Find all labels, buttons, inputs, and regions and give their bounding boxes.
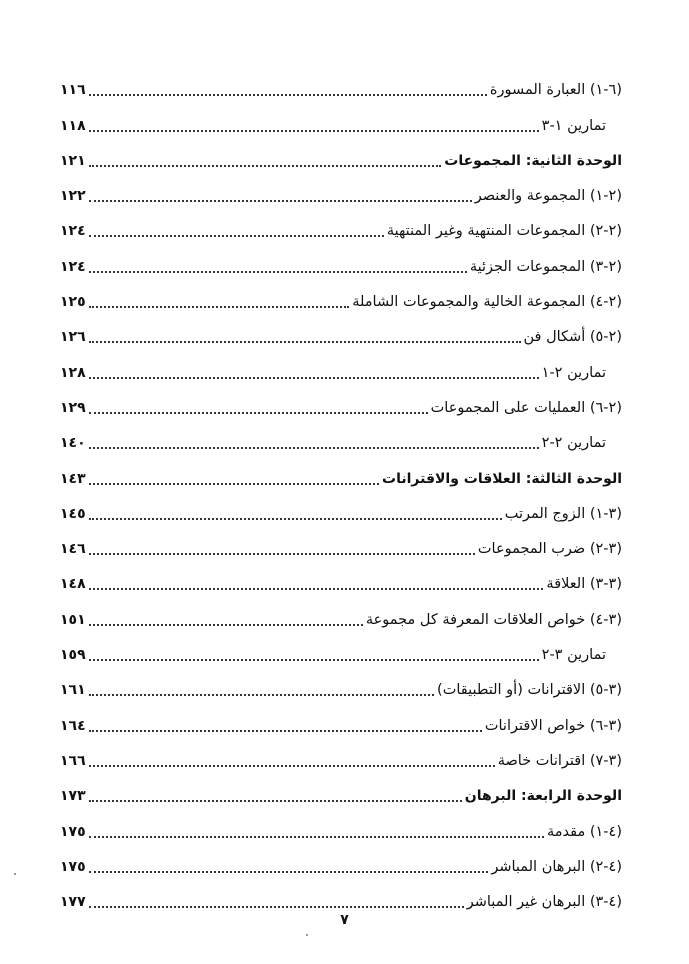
toc-entry-page: ١٤٦ bbox=[60, 541, 86, 558]
toc-entry-title: (٣-٣) العلاقة bbox=[546, 576, 622, 593]
toc-section-entry bbox=[60, 564, 622, 599]
toc-entry-page: ١٤٣ bbox=[60, 470, 86, 487]
toc-section-entry bbox=[60, 847, 622, 882]
toc-entry-page: ١٥١ bbox=[60, 611, 86, 628]
toc-entry-page: ١٦١ bbox=[60, 682, 86, 699]
toc-entry-title: تمارين ٢-١ bbox=[541, 364, 606, 381]
toc-exercise-entry bbox=[60, 105, 622, 140]
dot-leader bbox=[89, 165, 442, 167]
toc-entry-title: (٢-٤) المجموعة الخالية والمجموعات الشاملة bbox=[352, 294, 622, 311]
toc-section-entry bbox=[60, 529, 622, 564]
toc-unit-heading bbox=[60, 776, 622, 811]
dot-leader bbox=[89, 730, 482, 732]
dot-leader bbox=[89, 447, 539, 449]
toc-entry-title: الوحدة الرابعة: البرهان bbox=[464, 788, 622, 805]
toc-entry-page: ١٢٦ bbox=[60, 329, 86, 346]
page-number: ٧ bbox=[340, 912, 349, 928]
toc-section-entry bbox=[60, 70, 622, 105]
toc-entry-page: ١٥٩ bbox=[60, 647, 86, 664]
dot-leader bbox=[89, 200, 472, 202]
toc-entry-title: (٣-٧) اقترانات خاصة bbox=[497, 752, 622, 769]
toc-entry-title: تمارين ٢-٢ bbox=[541, 435, 606, 452]
toc-entry-page: ١٢١ bbox=[60, 152, 86, 169]
dot-leader bbox=[89, 659, 539, 661]
dot-leader bbox=[89, 412, 428, 414]
toc-entry-page: ١٢٨ bbox=[60, 364, 86, 381]
toc-entry-page: ١٤٥ bbox=[60, 505, 86, 522]
toc-entry-title: (٤-١) مقدمة bbox=[546, 823, 622, 840]
toc-entry-title: الوحدة الثالثة: العلاقات والاقترانات bbox=[382, 470, 622, 487]
toc-unit-heading bbox=[60, 458, 622, 493]
toc-entry-title: (٢-٣) المجموعات الجزئية bbox=[469, 258, 622, 275]
toc-entry-page: ١٤٨ bbox=[60, 576, 86, 593]
toc-entry-title: (٣-٤) خواص العلاقات المعرفة كل مجموعة bbox=[365, 611, 622, 628]
dot-leader bbox=[89, 94, 487, 96]
table-of-contents bbox=[60, 70, 622, 917]
toc-entry-title: (٣-٦) خواص الاقترانات bbox=[484, 717, 622, 734]
dot-leader bbox=[89, 765, 495, 767]
dot-leader bbox=[89, 553, 475, 555]
toc-entry-page: ١٤٠ bbox=[60, 435, 86, 452]
toc-section-entry bbox=[60, 246, 622, 281]
dot-leader bbox=[89, 341, 521, 343]
dot-leader bbox=[89, 836, 544, 838]
toc-entry-page: ١٦٦ bbox=[60, 752, 86, 769]
dot-leader bbox=[89, 518, 502, 520]
toc-section-entry bbox=[60, 317, 622, 352]
toc-entry-title: (٢-٥) أشكال فن bbox=[523, 329, 622, 346]
dot-leader bbox=[89, 588, 544, 590]
dot-leader bbox=[89, 271, 467, 273]
toc-exercise-entry bbox=[60, 352, 622, 387]
toc-entry-page: ١١٨ bbox=[60, 117, 86, 134]
dot-leader bbox=[89, 800, 462, 802]
toc-entry-title: (٣-١) الزوج المرتب bbox=[504, 505, 622, 522]
toc-entry-page: ١٢٤ bbox=[60, 258, 86, 275]
dot-leader bbox=[89, 906, 464, 908]
toc-exercise-entry bbox=[60, 635, 622, 670]
scan-speck bbox=[306, 934, 308, 936]
toc-unit-heading bbox=[60, 141, 622, 176]
toc-section-entry bbox=[60, 176, 622, 211]
toc-entry-title: (٣-٢) ضرب المجموعات bbox=[477, 541, 622, 558]
dot-leader bbox=[89, 624, 363, 626]
dot-leader bbox=[89, 483, 379, 485]
toc-section-entry bbox=[60, 494, 622, 529]
toc-entry-title: (٢-١) المجموعة والعنصر bbox=[474, 188, 622, 205]
toc-entry-title: (٢-٦) العمليات على المجموعات bbox=[430, 399, 622, 416]
dot-leader bbox=[89, 130, 539, 132]
toc-entry-page: ١٢٥ bbox=[60, 294, 86, 311]
scan-speck bbox=[14, 873, 16, 875]
toc-section-entry bbox=[60, 211, 622, 246]
toc-exercise-entry bbox=[60, 423, 622, 458]
toc-entry-page: ١٢٢ bbox=[60, 188, 86, 205]
toc-entry-title: تمارين ٣-٢ bbox=[541, 647, 606, 664]
toc-section-entry bbox=[60, 670, 622, 705]
toc-section-entry bbox=[60, 599, 622, 634]
dot-leader bbox=[89, 694, 434, 696]
dot-leader bbox=[89, 235, 384, 237]
toc-section-entry bbox=[60, 282, 622, 317]
toc-section-entry bbox=[60, 741, 622, 776]
toc-entry-title: (٣-٥) الاقترانات (أو التطبيقات) bbox=[437, 682, 622, 699]
toc-entry-page: ١٦٤ bbox=[60, 717, 86, 734]
toc-entry-title: (٦-١) العبارة المسورة bbox=[489, 82, 622, 99]
toc-entry-page: ١٧٣ bbox=[60, 788, 86, 805]
toc-entry-page: ١٧٥ bbox=[60, 823, 86, 840]
toc-entry-page: ١١٦ bbox=[60, 82, 86, 99]
toc-section-entry bbox=[60, 705, 622, 740]
toc-entry-page: ١٧٥ bbox=[60, 858, 86, 875]
toc-section-entry bbox=[60, 388, 622, 423]
dot-leader bbox=[89, 871, 489, 873]
toc-section-entry bbox=[60, 811, 622, 846]
toc-entry-title: الوحدة الثانية: المجموعات bbox=[444, 152, 622, 169]
toc-entry-title: (٤-٣) البرهان غير المباشر bbox=[466, 894, 622, 911]
toc-entry-title: تمارين ١-٣ bbox=[541, 117, 606, 134]
dot-leader bbox=[89, 306, 350, 308]
toc-entry-title: (٢-٢) المجموعات المنتهية وغير المنتهية bbox=[386, 223, 622, 240]
toc-entry-page: ١٢٩ bbox=[60, 399, 86, 416]
toc-entry-page: ١٢٤ bbox=[60, 223, 86, 240]
dot-leader bbox=[89, 377, 539, 379]
toc-entry-page: ١٧٧ bbox=[60, 894, 86, 911]
toc-entry-title: (٤-٢) البرهان المباشر bbox=[491, 858, 622, 875]
